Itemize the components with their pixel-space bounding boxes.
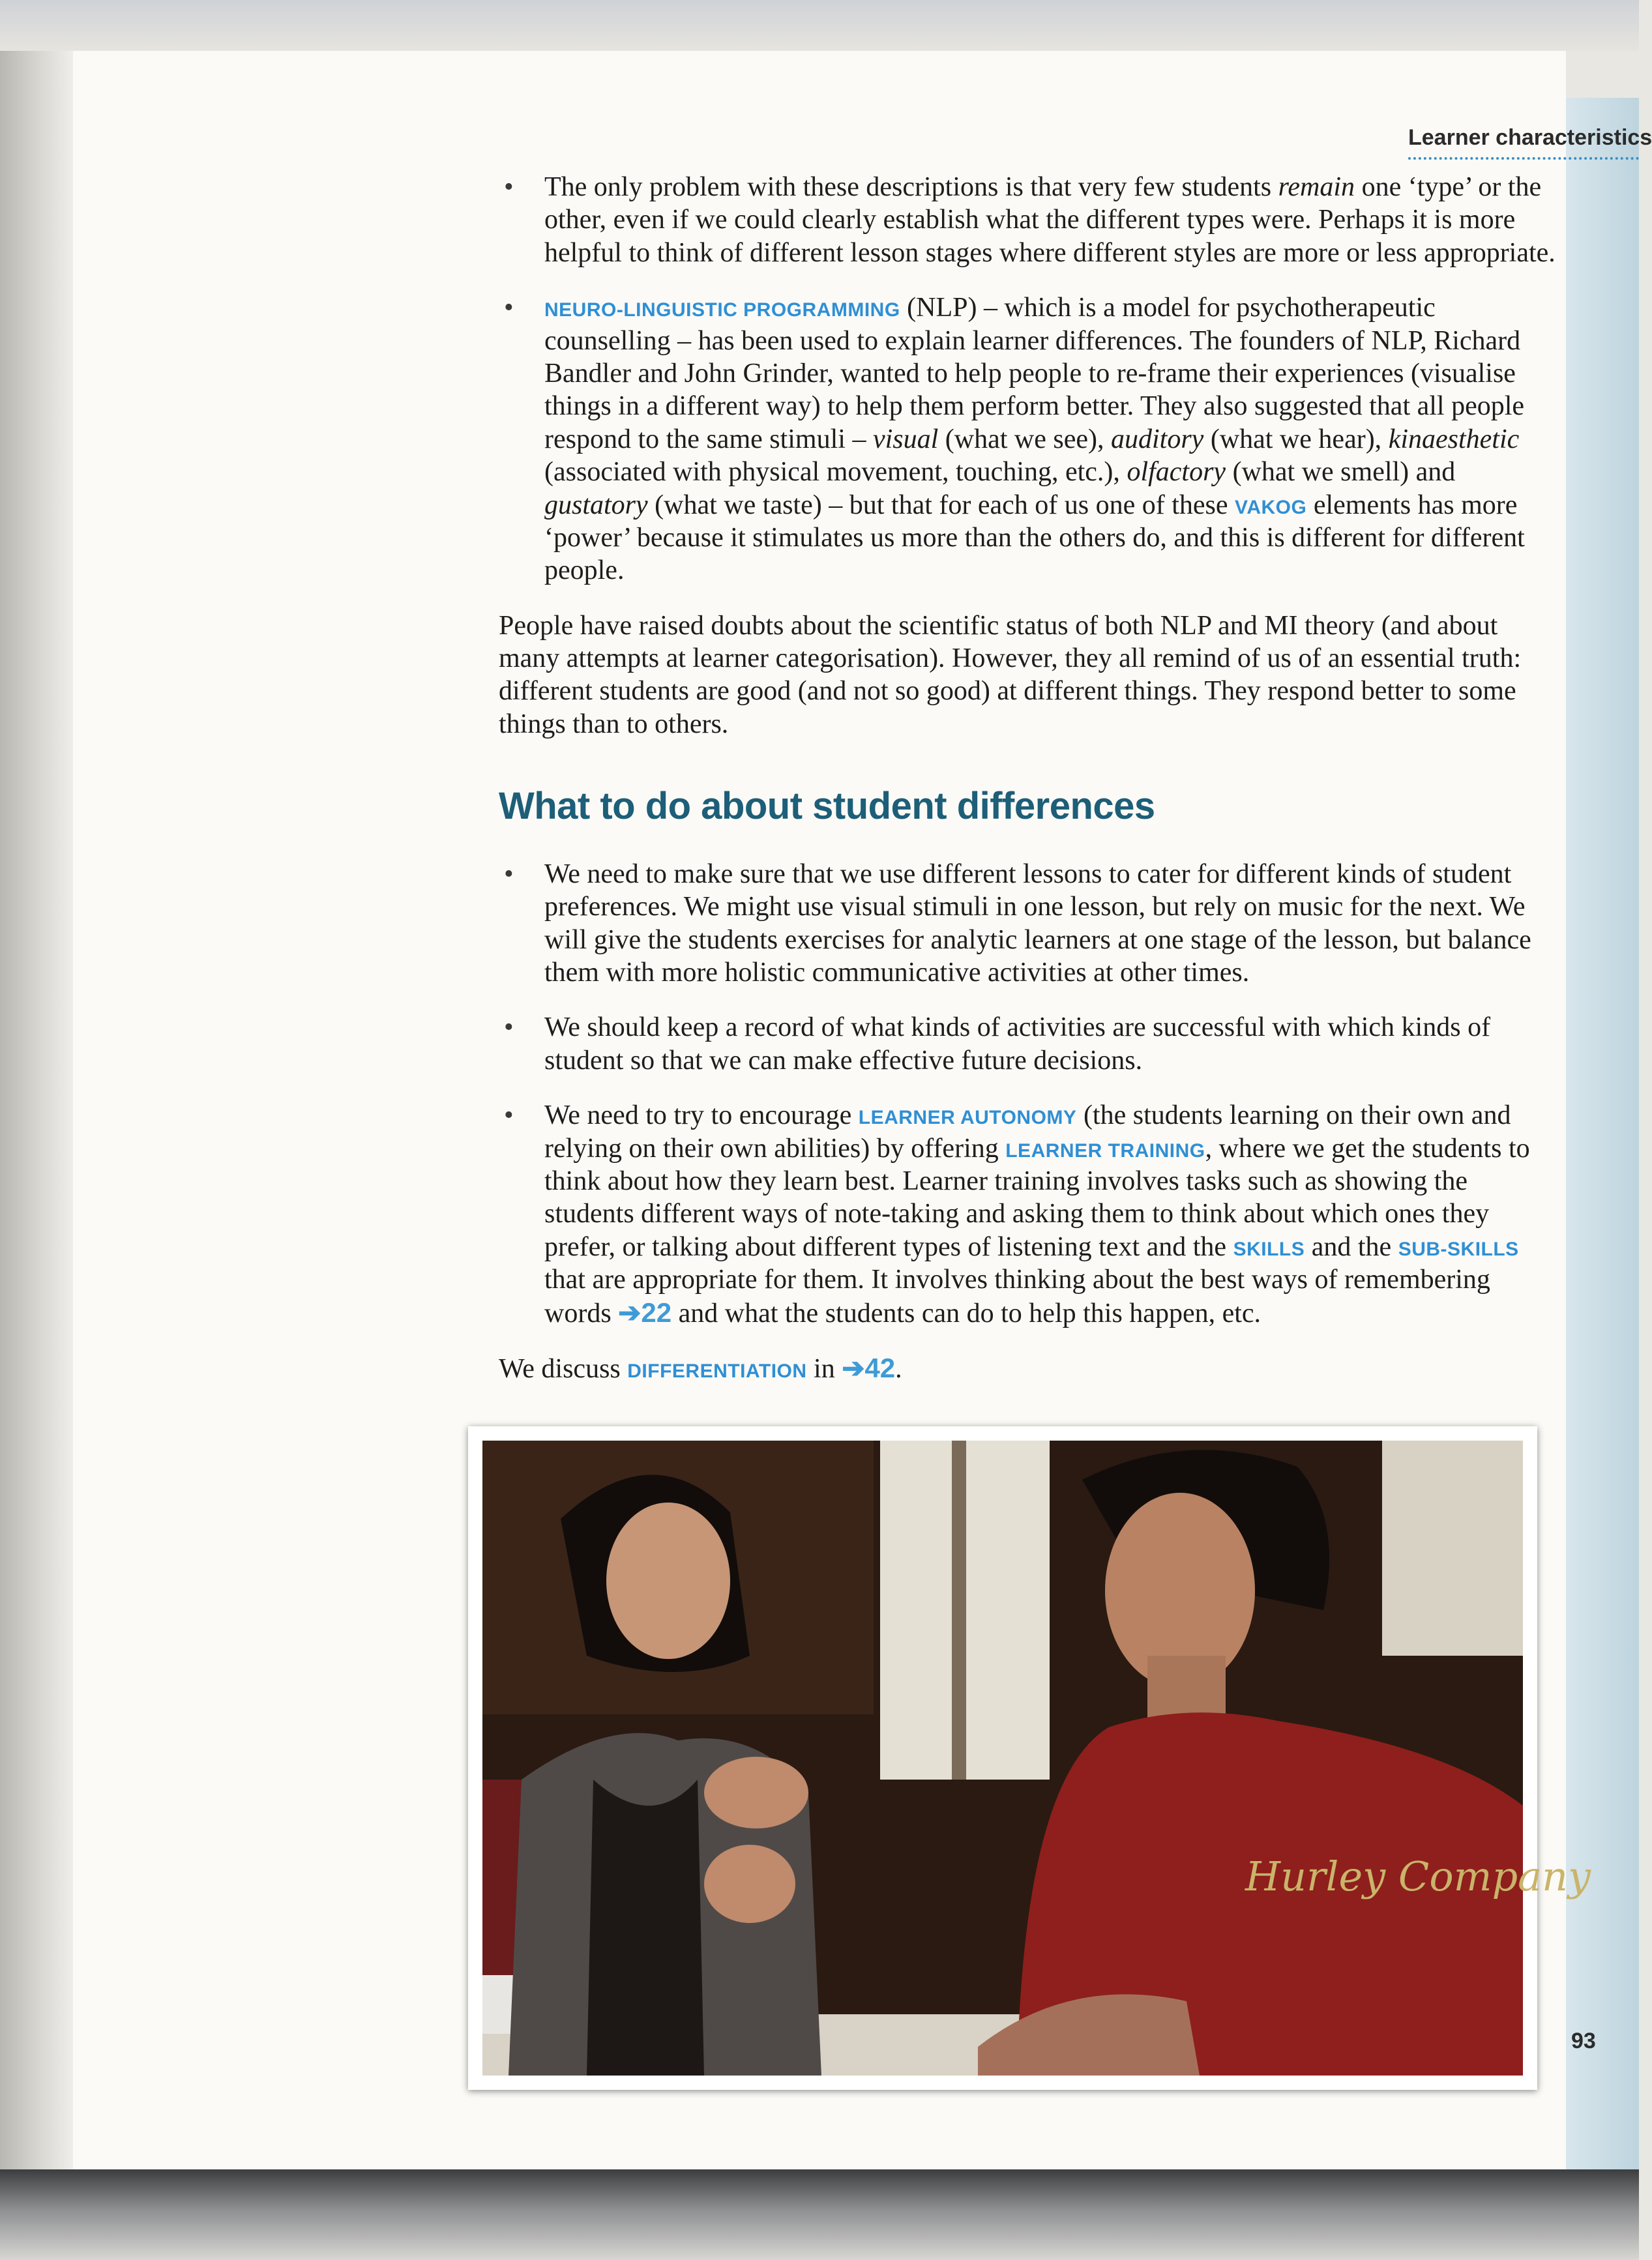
text-run: , where we get the students to think about how they learn best. Learner training involves tasks such as showing the students different ways of note-taking and asking them to think about which ones they prefer, or talking about different types of listening text and the	[544, 1133, 1530, 1262]
closing-sentence	[499, 1352, 1556, 1385]
italic-term: remain	[1278, 172, 1355, 202]
text-run: (associated with physical movement, touching, etc.),	[544, 457, 1127, 488]
italic-term: visual	[872, 424, 939, 454]
photo-window-frame	[952, 1441, 966, 1780]
italic-term: gustatory	[544, 490, 648, 520]
italic-term: olfactory	[1127, 457, 1226, 488]
text-run: The only problem with these descriptions is that very few students	[544, 172, 1278, 202]
photo-panel-right	[1382, 1441, 1523, 1656]
text-run: (what we hear),	[1203, 424, 1389, 454]
text-run: We should keep a record of what kinds of activities are successful with which kinds of student so that we can make effective future decisions.	[544, 1012, 1491, 1076]
italic-term: kinaesthetic	[1388, 424, 1520, 454]
glossary-term: SKILLS	[1233, 1238, 1305, 1260]
bullet-item	[499, 291, 1556, 587]
bullet-list-descriptions	[499, 171, 1556, 587]
glossary-term: LEARNER AUTONOMY	[858, 1107, 1077, 1129]
scan-bottom-edge	[0, 2169, 1639, 2260]
bullet-item	[499, 171, 1556, 269]
glossary-term: DIFFERENTIATION	[627, 1360, 807, 1382]
page-number: 93	[1571, 2029, 1596, 2053]
book-spine-shadow	[0, 51, 73, 2182]
photo-woman-face	[606, 1503, 730, 1659]
text-run: We need to make sure that we use different lessons to cater for different kinds of student preferences. We might use visual stimuli in one lesson, but rely on music for the next. We will give the students exercises for analytic learners at one stage of the lesson, but balance them with more holistic communicative activities at other times.	[544, 859, 1531, 988]
photo-shirt-print: Hurley Company	[1245, 1853, 1591, 1900]
paragraph-doubts: People have raised doubts about the scientific status of both NLP and MI theory (and about many attempts at learner categorisation). However, they all remind of us of an essential truth: different students are good (and not so good) at different things. They respond better to some things than to others.	[499, 610, 1522, 739]
text-run: We need to try to encourage	[544, 1100, 859, 1131]
bullet-item	[499, 1099, 1556, 1330]
text-run: and the	[1305, 1231, 1398, 1262]
text-run: (what we see),	[938, 424, 1111, 454]
text-run: (the students learning on their own and relying on their own abilities) by offering	[544, 1100, 1511, 1164]
section-heading: What to do about student differences	[499, 785, 1155, 828]
text-run: one ‘type’ or the other, even if we could clearly establish what the different types were. Perhaps it is more helpful to think of different lesson stages where different styles are more or less appropriate.	[544, 172, 1556, 268]
glossary-term: NEURO-LINGUISTIC PROGRAMMING	[544, 299, 900, 321]
text-run: elements has more ‘power’ because it stimulates us more than the others do, and this is different for different people.	[544, 490, 1525, 586]
text-run: that are appropriate for them. It involves thinking about the best ways of remembering words	[544, 1265, 1490, 1328]
glossary-term: LEARNER TRAINING	[1005, 1139, 1205, 1162]
glossary-term: SUB-SKILLS	[1398, 1238, 1519, 1260]
scan-top-edge	[0, 0, 1639, 51]
text-run: in	[806, 1353, 842, 1384]
text-run: (what we smell) and	[1226, 457, 1456, 488]
text-run: (NLP) – which is a model for psychotherapeutic counselling – has been used to explain learner differences. The founders of NLP, Richard Bandler and John Grinder, wanted to help people to re-frame their experiences (visualise things in a different way) to help them perform better. They also suggested that all people respond to the same stimuli –	[544, 293, 1525, 454]
cross-reference: ➔42	[842, 1352, 896, 1383]
bullet-list-actions	[499, 858, 1556, 1330]
glossary-term: VAKOG	[1235, 496, 1307, 518]
cross-reference: ➔22	[618, 1297, 672, 1328]
running-head: Learner characteristics	[1408, 125, 1639, 160]
photo-woman-hand	[704, 1757, 808, 1828]
text-run: .	[895, 1353, 902, 1384]
text-run: (what we taste) – but that for each of us one of these	[647, 490, 1235, 520]
text-run: and what the students can do to help this happen, etc.	[671, 1298, 1261, 1328]
photo-woman-top	[587, 1780, 704, 2076]
bullet-item	[499, 858, 1556, 990]
text-run: We discuss	[499, 1353, 628, 1384]
photo-woman-hand-2	[704, 1845, 795, 1923]
main-content	[499, 171, 1556, 1405]
italic-term: auditory	[1111, 424, 1204, 454]
bullet-item	[499, 1011, 1556, 1077]
